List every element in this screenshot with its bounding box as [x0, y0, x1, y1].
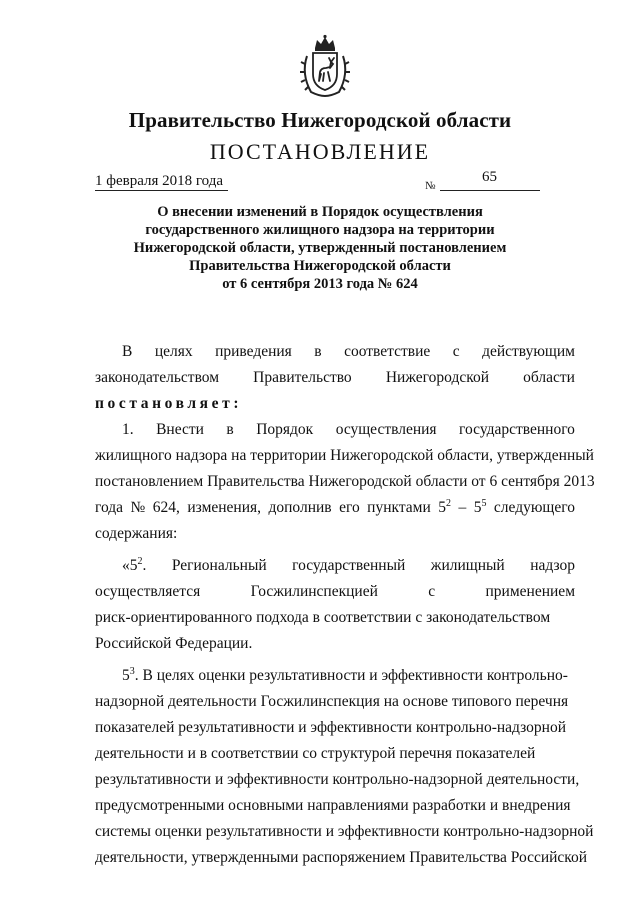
resolves-word: постановляет:	[95, 395, 243, 412]
word: следующего	[493, 499, 575, 516]
body-line: результативности и эффективности контрольно-надзорной деятельности,	[95, 771, 580, 788]
word: области	[523, 369, 575, 386]
word: действующим	[482, 343, 575, 360]
word: законодательством	[95, 369, 220, 386]
coat-of-arms-icon	[297, 34, 353, 98]
subject-line: Правительства Нижегородской области	[189, 258, 451, 274]
body-line: надзорной деятельности Госжилинспекция на основе типового перечня	[95, 693, 569, 710]
subject-line: государственного жилищного надзора на территории	[145, 222, 495, 238]
clause-ref: $5^2$	[438, 497, 452, 516]
body-line	[95, 391, 575, 417]
government-title: Правительство Нижегородской области	[128, 108, 512, 132]
word: с	[428, 583, 436, 600]
word: №	[130, 499, 146, 516]
word: осуществляется	[95, 583, 201, 600]
word: с	[452, 343, 460, 360]
clause-ref: $5^5$	[473, 497, 487, 516]
subject-line: О внесении изменений в Порядок осуществления	[157, 204, 483, 220]
clause-ref: $5^3$	[122, 665, 135, 684]
subject-line: Нижегородской области, утвержденный постановлением	[133, 240, 507, 256]
word: Нижегородской	[385, 369, 490, 386]
word: Правительство	[253, 369, 352, 386]
body-line: постановлением Правительства Нижегородской области от 6 сентября 2013	[95, 473, 595, 490]
word: 624,	[152, 499, 180, 516]
word: в	[226, 421, 234, 438]
word: изменения,	[187, 499, 262, 516]
dash: –	[458, 499, 467, 516]
document-body	[95, 339, 595, 871]
word: надзор	[530, 557, 575, 574]
body-line: показателей результативности и эффективности контрольно-надзорной	[95, 719, 566, 736]
word: в	[314, 343, 322, 360]
number-underline	[440, 190, 540, 191]
word: Внести	[156, 421, 204, 438]
body-line: системы оценки результативности и эффективности контрольно-надзорной	[95, 823, 594, 840]
subject-line: от 6 сентября 2013 года № 624	[222, 276, 418, 292]
document-date: 1 февраля 2018 года	[95, 173, 224, 189]
body-line: предусмотренными основными направлениями разработки и внедрения	[95, 797, 571, 814]
document-type: ПОСТАНОВЛЕНИЕ	[209, 139, 431, 164]
clause-ref: «$5^2$.	[122, 555, 147, 574]
document-number: 65	[482, 169, 497, 185]
body-line	[95, 579, 575, 605]
word: приведения	[215, 343, 292, 360]
word: года	[95, 499, 124, 516]
word: пунктами	[367, 499, 431, 516]
word: Региональный	[171, 557, 267, 574]
number-label: №	[425, 180, 436, 192]
body-line: жилищного надзора на территории Нижегородской области, утвержденный	[95, 447, 594, 464]
body-line	[95, 553, 575, 579]
word: целях	[154, 343, 193, 360]
body-line: деятельности, утвержденными распоряжением Правительства Российской	[95, 849, 588, 866]
word: В	[122, 343, 133, 360]
body-line	[95, 365, 575, 391]
body-line: деятельности и в соответствии со структурой перечня показателей	[95, 745, 536, 762]
word: государственный	[292, 557, 406, 574]
word: соответствие	[344, 343, 431, 360]
body-line	[95, 663, 575, 689]
body-line	[95, 339, 575, 365]
word: жилищный	[430, 557, 505, 574]
body-line: риск-ориентированного подхода в соответствии с законодательством	[95, 609, 551, 626]
word: Порядок	[256, 421, 314, 438]
word: 1.	[122, 421, 134, 438]
body-line: Российской Федерации.	[95, 635, 253, 652]
word: Госжилинспекцией	[250, 583, 378, 600]
word: государственного	[459, 421, 575, 438]
word: осуществления	[335, 421, 437, 438]
body-line	[95, 417, 575, 443]
body-line: содержания:	[95, 525, 178, 542]
document-subject	[120, 203, 520, 293]
word: его	[339, 499, 360, 516]
word: дополнив	[268, 499, 332, 516]
word: применением	[485, 583, 575, 600]
body-line	[95, 495, 575, 521]
text-run: . В целях оценки результативности и эффективности контрольно-	[134, 667, 568, 684]
date-underline	[95, 190, 228, 191]
